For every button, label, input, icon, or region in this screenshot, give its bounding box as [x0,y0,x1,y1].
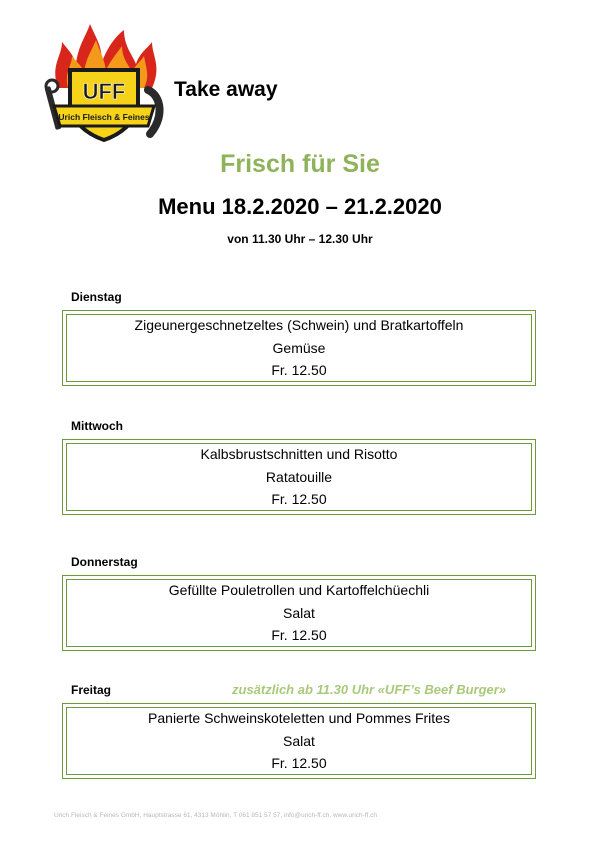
dish-main: Gefüllte Pouletrollen und Kartoffelchüechli [168,582,430,599]
dish-main: Zigeunergeschnetzeltes (Schwein) und Bratkartoffeln [134,317,464,334]
dish-side: Ratatouille [265,468,333,485]
dish-price: Fr. 12.50 [271,755,327,772]
menu-box-freitag [62,703,536,779]
day-label-mittwoch: Mittwoch [71,419,123,433]
menu-box-mittwoch [62,439,536,515]
dish-price: Fr. 12.50 [271,362,327,379]
dish-side: Salat [283,604,315,621]
uff-logo [40,22,168,152]
day-label-dienstag: Dienstag [71,290,122,304]
take-away-heading: Take away [174,78,278,101]
dish-main: Kalbsbrustschnitten und Risotto [200,446,398,463]
menu-box-dienstag [62,310,536,386]
menu-box-donnerstag [62,575,536,651]
friday-extra-note: zusätzlich ab 11.30 Uhr «UFF’s Beef Burger» [232,682,507,697]
footer-address: Urich Fleisch & Feines GmbH, Hauptstrasse 61, 4313 Möhlin, T 061 851 57 57, info@urich-ff.ch, www.urich-ff.ch [54,812,377,819]
logo-ribbon-text: Urich Fleisch & Feines [58,112,150,122]
logo-brand-text: UFF [82,79,126,104]
dish-side: Gemüse [272,339,326,356]
dish-side: Salat [283,732,315,749]
day-label-donnerstag: Donnerstag [71,555,138,569]
menu-title: Menu 18.2.2020 – 21.2.2020 [158,194,442,219]
day-label-freitag: Freitag [71,683,112,697]
dish-price: Fr. 12.50 [271,491,327,508]
dish-price: Fr. 12.50 [271,627,327,644]
headline: Frisch für Sie [220,150,380,178]
opening-hours: von 11.30 Uhr – 12.30 Uhr [227,232,373,246]
dish-main: Panierte Schweinskoteletten und Pommes Frites [148,710,450,727]
